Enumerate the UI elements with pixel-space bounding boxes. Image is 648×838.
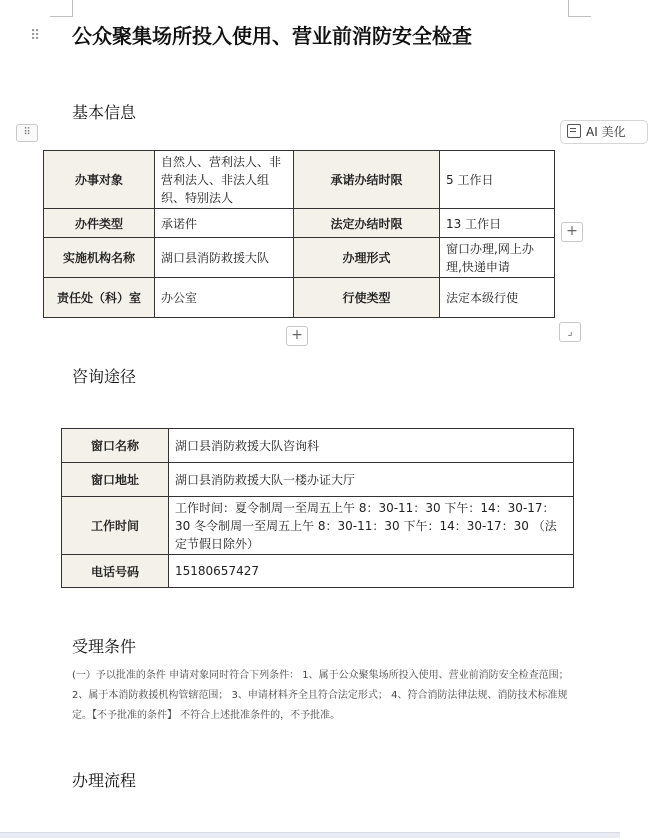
add-row-button[interactable]: + xyxy=(286,326,308,346)
table-cell-label: 工作时间 xyxy=(62,497,169,555)
table-row xyxy=(44,278,555,318)
table-cell-label: 法定办结时限 xyxy=(294,209,440,238)
crop-mark-top-left xyxy=(50,0,73,17)
section-heading-process: 办理流程 xyxy=(72,771,137,790)
table-row xyxy=(44,151,555,209)
table-cell-label: 承诺办结时限 xyxy=(294,151,440,209)
table-cell-value[interactable]: 窗口办理,网上办理,快递申请 xyxy=(440,238,555,278)
table-cell-value[interactable]: 湖口县消防救援大队咨询科 xyxy=(169,429,574,463)
table-cell-value[interactable]: 湖口县消防救援大队一楼办证大厅 xyxy=(169,463,574,497)
ai-table-icon xyxy=(567,124,581,138)
table-cell-label: 责任处（科）室 xyxy=(44,278,155,318)
table-cell-label: 行使类型 xyxy=(294,278,440,318)
table-row xyxy=(62,497,574,555)
table-cell-value[interactable]: 13 工作日 xyxy=(440,209,555,238)
section-heading-consult: 咨询途径 xyxy=(72,367,137,386)
table-cell-label: 办事对象 xyxy=(44,151,155,209)
table-resize-icon[interactable]: ⌟ xyxy=(559,322,581,342)
table-cell-label: 窗口地址 xyxy=(62,463,169,497)
ai-beautify-button[interactable] xyxy=(560,120,648,144)
bottom-scroll-bar[interactable] xyxy=(0,832,620,838)
table-cell-label: 实施机构名称 xyxy=(44,238,155,278)
table-cell-value[interactable]: 承诺件 xyxy=(155,209,294,238)
table-move-handle-icon[interactable]: ⠿ xyxy=(16,124,38,142)
consult-table xyxy=(61,428,574,588)
conditions-text: (一）予以批准的条件 申请对象同时符合下列条件： 1、属于公众聚集场所投入使用、营业前消防安全检查范围； 2、属于本消防救援机构管辖范围； 3、申请材料齐全且符合法定形式； 4、符合消防法律法规、消防技术标准规定。【不予批准的条件】 不符合上述批准条件的，不予批准。 xyxy=(72,670,569,721)
section-heading-basic-info: 基本信息 xyxy=(72,103,137,122)
table-row xyxy=(44,238,555,278)
table-cell-value[interactable]: 办公室 xyxy=(155,278,294,318)
table-cell-label: 办理形式 xyxy=(294,238,440,278)
table-cell-value[interactable]: 法定本级行使 xyxy=(440,278,555,318)
add-column-button[interactable]: + xyxy=(561,222,583,242)
ai-beautify-label: AI 美化 xyxy=(586,125,626,139)
page-title: 公众聚集场所投入使用、营业前消防安全检查 xyxy=(72,24,472,48)
table-cell-label: 办件类型 xyxy=(44,209,155,238)
table-cell-value[interactable]: 工作时间：夏令制周一至周五上午 8：30-11：30 下午：14：30-17：30 冬令制周一至周五上午 8：30-11：30 下午：14：30-17：30 （法定节假日除外） xyxy=(169,497,574,555)
table-cell-label: 窗口名称 xyxy=(62,429,169,463)
table-row xyxy=(62,463,574,497)
table-row xyxy=(62,429,574,463)
table-cell-value[interactable]: 5 工作日 xyxy=(440,151,555,209)
crop-mark-top-right xyxy=(568,0,591,17)
table-row xyxy=(62,555,574,588)
table-cell-value[interactable]: 湖口县消防救援大队 xyxy=(155,238,294,278)
basic-info-table xyxy=(43,150,555,318)
table-cell-value[interactable]: 15180657427 xyxy=(169,555,574,588)
section-heading-conditions: 受理条件 xyxy=(72,637,137,656)
table-row xyxy=(44,209,555,238)
table-cell-value[interactable]: 自然人、营利法人、非营利法人、非法人组织、特别法人 xyxy=(155,151,294,209)
table-cell-label: 电话号码 xyxy=(62,555,169,588)
drag-handle-icon[interactable]: ⠿ xyxy=(30,28,40,44)
